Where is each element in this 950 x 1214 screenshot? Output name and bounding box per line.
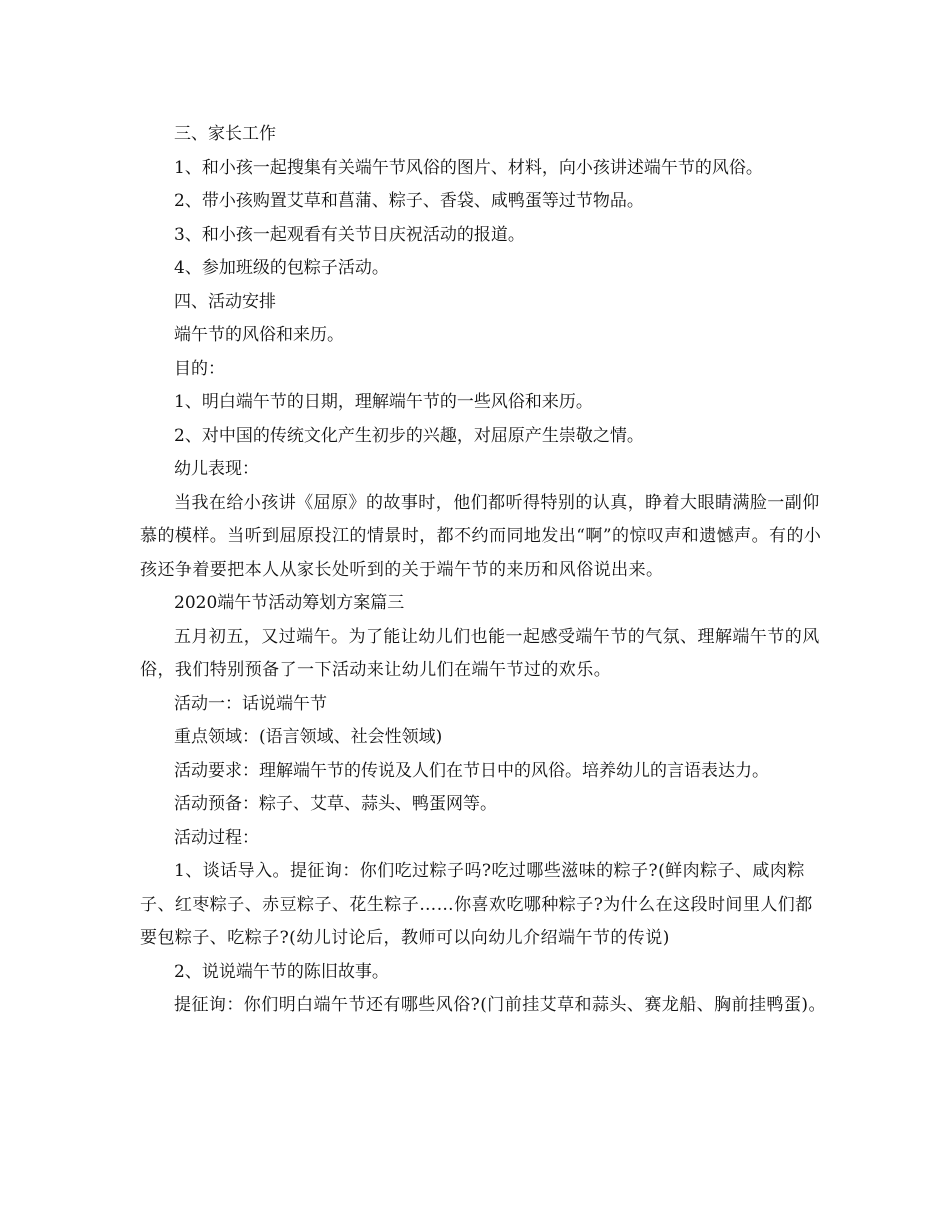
section-heading-activity-arrangement: 四、活动安排 bbox=[174, 291, 276, 312]
paragraph: 活动过程： bbox=[174, 827, 259, 848]
paragraph: 2、带小孩购置艾草和菖蒲、粽子、香袋、咸鸭蛋等过节物品。 bbox=[174, 191, 644, 211]
document-body bbox=[140, 118, 830, 1023]
paragraph: 提征询：你们明白端午节还有哪些风俗?(门前挂艾草和蒜头、赛龙船、胸前挂鸭蛋)。 bbox=[174, 995, 826, 1015]
paragraph: 4、参加班级的包粽子活动。 bbox=[174, 258, 389, 278]
paragraph: 1、谈话导入。提征询：你们吃过粽子吗?吃过哪些滋味的粽子?(鲜肉粽子、咸肉粽子、红枣粽子、赤豆粽子、花生粽子……你喜欢吃哪种粽子?为什么在这段时间里人们都要包粽子、吃粽子?(幼儿讨论后，教师可以向幼儿介绍端午节的传说) bbox=[140, 861, 813, 948]
paragraph: 活动要求：理解端午节的传说及人们在节日中的风俗。培养幼儿的言语表达力。 bbox=[174, 760, 769, 781]
paragraph: 2、说说端午节的陈旧故事。 bbox=[174, 961, 389, 982]
paragraph: 活动一：话说端午节 bbox=[174, 693, 327, 714]
paragraph: 当我在给小孩讲《屈原》的故事时，他们都听得特别的认真，睁着大眼睛满脸一副仰慕的模样。当听到屈原投江的情景时，都不约而同地发出“啊”的惊叹声和遗憾声。有的小孩还争着要把本人从家长处听到的关于端午节的来历和风俗说出来。 bbox=[140, 492, 822, 580]
paragraph: 1、明白端午节的日期，理解端午节的一些风俗和来历。 bbox=[174, 392, 593, 412]
paragraph: 1、和小孩一起搜集有关端午节风俗的图片、材料，向小孩讲述端午节的风俗。 bbox=[174, 157, 763, 178]
paragraph: 端午节的风俗和来历。 bbox=[174, 325, 344, 345]
paragraph: 2、对中国的传统文化产生初步的兴趣，对屈原产生崇敬之情。 bbox=[174, 425, 644, 446]
paragraph: 幼儿表现： bbox=[174, 459, 259, 479]
section-heading-plan-three: 2020端午节活动筹划方案篇三 bbox=[174, 593, 405, 613]
paragraph: 活动预备：粽子、艾草、蒜头、鸭蛋网等。 bbox=[174, 794, 497, 814]
paragraph: 五月初五，又过端午。为了能让幼儿们也能一起感受端午节的气氛、理解端午节的风俗，我们特别预备了一下活动来让幼儿们在端午节过的欢乐。 bbox=[140, 626, 820, 680]
section-heading-parent-work: 三、家长工作 bbox=[174, 124, 276, 144]
paragraph: 重点领域：(语言领域、社会性领域) bbox=[174, 727, 443, 747]
paragraph: 3、和小孩一起观看有关节日庆祝活动的报道。 bbox=[174, 224, 525, 245]
paragraph: 目的： bbox=[174, 358, 225, 379]
